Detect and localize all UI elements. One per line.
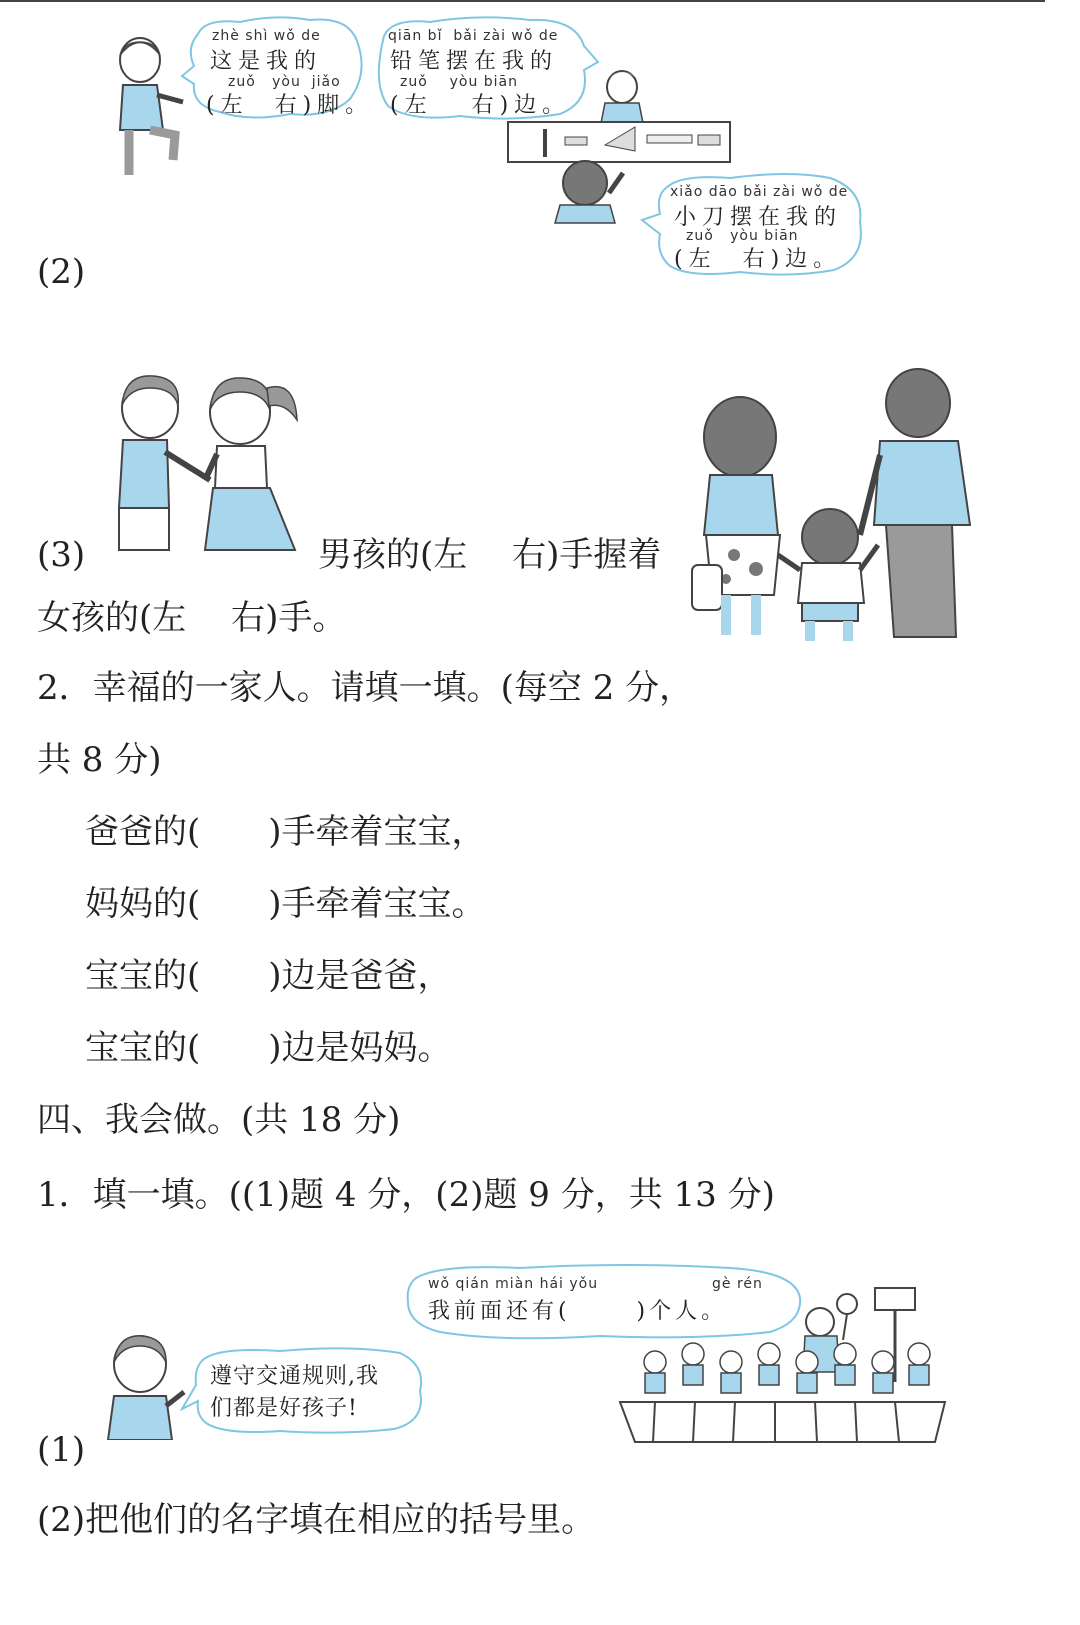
q2-fill-line: 爸爸的( )手牵着宝宝， — [85, 812, 486, 852]
q2-title-line-a: 2．幸福的一家人。请填一填。(每空 2 分， — [37, 668, 694, 708]
q1-3-text-line-b: 女孩的(左 右)手。 — [37, 598, 347, 638]
children-crossing-crosswalk — [615, 1282, 950, 1454]
q2-fill-line: 宝宝的( )边是爸爸， — [85, 956, 452, 996]
speech-bubble-traffic-rules: 遵守交通规则,我 们都是好孩子! — [180, 1345, 430, 1435]
q2-title-line-b: 共 8 分) — [37, 740, 162, 780]
section4-q1-title: 1．填一填。((1)题 4 分，(2)题 9 分，共 13 分) — [37, 1175, 775, 1215]
section4-q1-2-text: (2)把他们的名字填在相应的括号里。 — [37, 1500, 596, 1540]
family-walking-figure — [690, 365, 1010, 655]
q2-fill-line: 宝宝的( )边是妈妈。 — [85, 1028, 452, 1068]
q1-2-number: (2) — [37, 252, 86, 292]
section4-heading: 四、我会做。(共 18 分) — [37, 1100, 401, 1140]
speech-bubble-foot: zhè shì wǒ de 这是我的 zuǒ yòu jiǎo (左 右)脚。 — [180, 14, 370, 124]
q1-3-number: (3) — [37, 535, 86, 575]
speech-bubble-people-in-front: wǒ qián miàn hái yǒu gè rén 我前面还有( )个人。 — [400, 1262, 810, 1342]
q2-fill-line: 妈妈的( )手牵着宝宝。 — [85, 884, 486, 924]
boy-girl-handshake-figure — [105, 370, 315, 560]
section4-q1-1-number: (1) — [37, 1430, 86, 1470]
girl-pointing-figure — [100, 1330, 190, 1440]
q1-3-text-line-a: 男孩的(左 右)手握着 — [318, 535, 662, 575]
top-rule — [0, 0, 1045, 2]
speech-bubble-pencil: qiān bǐ bǎi zài wǒ de 铅笔摆在我的 zuǒ yòu biān (左 右)边。 — [370, 14, 600, 124]
speech-bubble-knife: xiǎo dāo bǎi zài wǒ de 小刀摆在我的 zuǒ yòu biān (左 右)边。 — [640, 170, 870, 280]
